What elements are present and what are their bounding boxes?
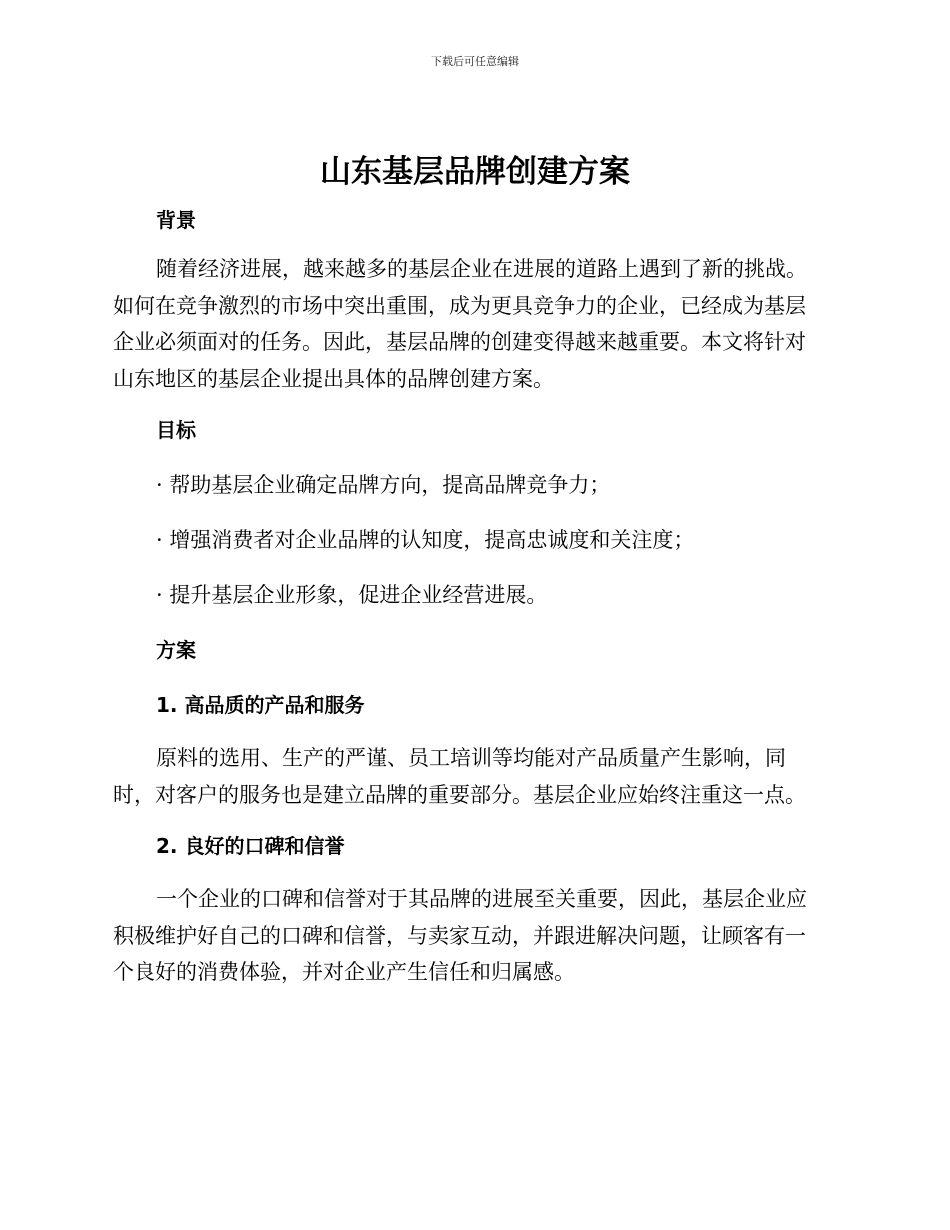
page-header-note: 下载后可任意编辑 bbox=[431, 55, 519, 68]
paragraph-line: 时，对客户的服务也是建立品牌的重要部分。基层企业应始终注重这一点。 bbox=[113, 782, 806, 807]
document-title: 山东基层品牌创建方案 bbox=[320, 154, 630, 190]
paragraph-line: 积极维护好自己的口碑和信誉，与卖家互动，并跟进解决问题，让顾客有一 bbox=[113, 923, 806, 948]
section-heading-plan: 方案 bbox=[156, 638, 196, 662]
background-paragraph bbox=[113, 251, 835, 397]
paragraph-line: 山东地区的基层企业提出具体的品牌创建方案。 bbox=[113, 366, 554, 391]
paragraph-line: 个良好的消费体验，并对企业产生信任和归属感。 bbox=[113, 960, 575, 984]
quality-paragraph bbox=[113, 740, 835, 813]
paragraph-line: 随着经济进展，越来越多的基层企业在进展的道路上遇到了新的挑战。 bbox=[156, 257, 807, 281]
paragraph-line: 原料的选用、生产的严谨、员工培训等均能对产品质量产生影响，同 bbox=[156, 746, 786, 770]
subsection-heading-reputation: 2. 良好的口碑和信誉 bbox=[156, 834, 345, 858]
paragraph-line: 如何在竞争激烈的市场中突出重围，成为更具竞争力的企业，已经成为基层 bbox=[113, 293, 806, 318]
paragraph-line: 一个企业的口碑和信誉对于其品牌的进展至关重要，因此，基层企业应 bbox=[156, 887, 807, 911]
paragraph-line: 企业必须面对的任务。因此，基层品牌的创建变得越来越重要。本文将针对 bbox=[113, 330, 806, 354]
goal-item: · 提升基层企业形象，促进企业经营进展。 bbox=[156, 583, 548, 607]
section-heading-goals: 目标 bbox=[156, 418, 196, 442]
section-heading-background: 背景 bbox=[156, 208, 196, 232]
goal-item: · 增强消费者对企业品牌的认知度，提高忠诚度和关注度； bbox=[156, 528, 695, 552]
document-body bbox=[113, 204, 835, 991]
reputation-paragraph bbox=[113, 881, 835, 991]
goal-item: · 帮助基层企业确定品牌方向，提高品牌竞争力； bbox=[156, 473, 611, 497]
subsection-heading-quality: 1. 高品质的产品和服务 bbox=[156, 693, 365, 717]
